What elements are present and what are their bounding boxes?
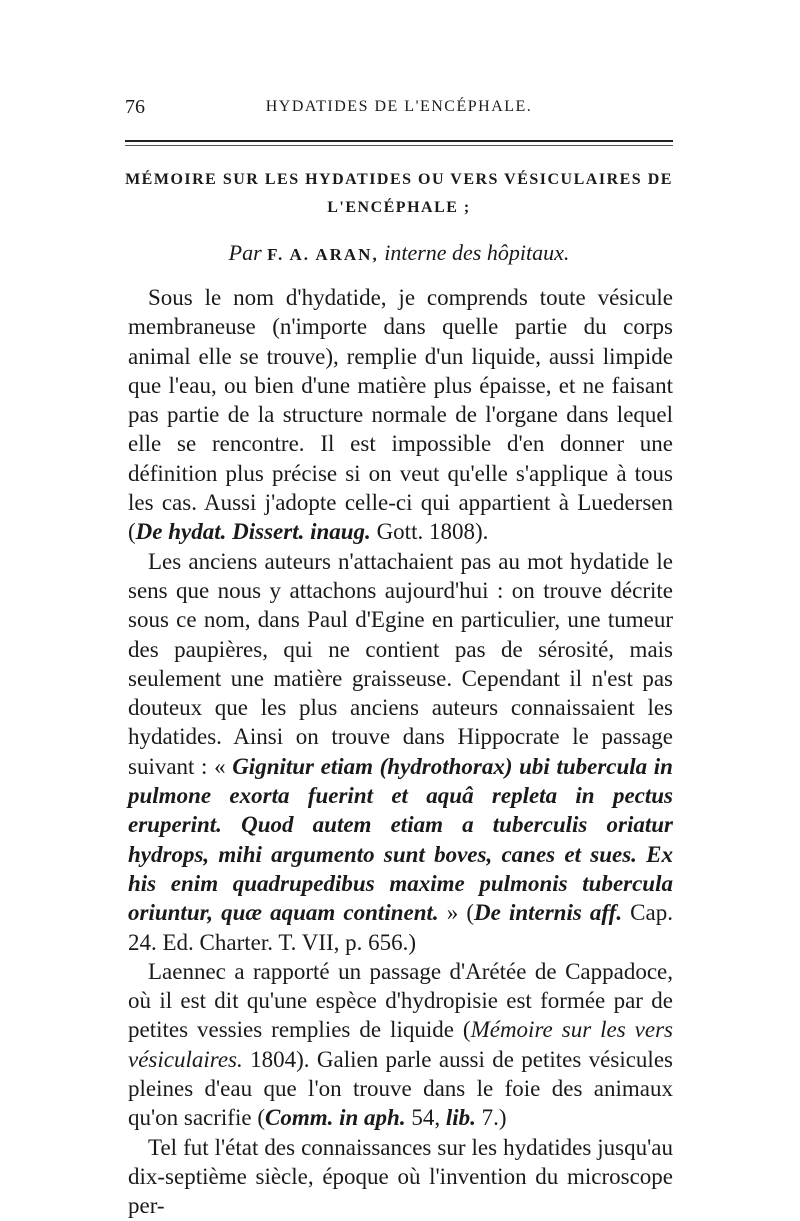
byline (125, 240, 673, 266)
page-number: 76 (125, 96, 145, 118)
p3-citation-3: lib. (445, 1105, 476, 1131)
title-line-2: L'ENCÉPHALE ; (327, 199, 471, 216)
p2-citation: De internis aff. (474, 900, 623, 926)
p3-after: 1804). Galien parle aussi de petites vésicules pleines d'eau que l'on trouve dans le foie des animaux qu'on sacrifie ( (128, 1046, 673, 1131)
p3-after-2: 54, (405, 1105, 446, 1131)
p1-citation: De hydat. Dissert. inaug. (135, 519, 371, 545)
running-title: HYDATIDES DE L'ENCÉPHALE. (265, 98, 533, 115)
page-header (125, 96, 673, 126)
p4-text: Tel fut l'état des connaissances sur les hydatides jusqu'au dix-septième siècle, époque où l'invention du microscope per- (128, 1134, 673, 1219)
title-line-1: MÉMOIRE SUR LES HYDATIDES OU VERS VÉSICULAIRES DE (125, 171, 673, 188)
p3-citation-2: Comm. in aph. (264, 1105, 406, 1131)
p1-after: Gott. 1808). (370, 519, 489, 545)
p3-after-3: 7.) (475, 1105, 507, 1131)
byline-author: F. A. ARAN, (267, 245, 379, 264)
paragraph-3 (128, 957, 673, 1133)
paragraph-2 (128, 547, 673, 957)
p1-text: Sous le nom d'hydatide, je comprends toute vésicule membraneuse (n'importe dans quelle partie du corps animal elle se trouve), remplie d'un liquide, aussi limpide que l'eau, ou bien d'une matière plus épaisse, et ne faisant pas partie de la structure normale de l'organe dans lequel elle se rencontre. Il est impossible d'en donner une définition plus précise si on veut qu'elle s'applique à tous les cas. Aussi j'adopte celle-ci qui appartient à Luedersen ( (128, 285, 673, 545)
p2-after: Cap. 24. Ed. Charter. T. VII, p. 656.) (128, 900, 673, 955)
header-rule-thin (125, 145, 673, 146)
paragraph-1 (128, 283, 673, 547)
p2-text: Les anciens auteurs n'attachaient pas au mot hydatide le sens que nous y attachons aujourd'hui : on trouve décrite sous ce nom, dans Paul d'Egine en particulier, une tumeur des paupières, qui ne contient pas de sérosité, mais seulement une matière graisseuse. Cependant il n'est pas douteux que les plus anciens auteurs connaissaient les hydatides. Ainsi on trouve dans Hippocrate le passage suivant : « (128, 548, 673, 779)
p2-mid: » ( (438, 900, 475, 926)
p2-latin-quote: Gignitur etiam (hydrothorax) ubi tubercula in pulmone exorta fuerint et aquâ repleta in pectus eruperint. Quod autem etiam a tuberculis oriatur hydrops, mihi argumento sunt boves, canes et sues. Ex his enim quadrupedibus maxime pulmonis tubercula oriuntur, quæ aquam continent. (128, 753, 673, 926)
article-body (128, 283, 673, 1221)
article-title (125, 166, 673, 222)
paragraph-4 (128, 1133, 673, 1221)
byline-role: interne des hôpitaux. (384, 240, 570, 265)
p3-citation: Mémoire sur les vers vésiculaires. (128, 1017, 673, 1072)
header-rule-thick (125, 140, 673, 142)
p3-text: Laennec a rapporté un passage d'Arétée de Cappadoce, où il est dit qu'une espèce d'hydropisie est formée par de petites vessies remplies de liquide ( (128, 958, 673, 1043)
byline-prefix: Par (228, 240, 262, 265)
